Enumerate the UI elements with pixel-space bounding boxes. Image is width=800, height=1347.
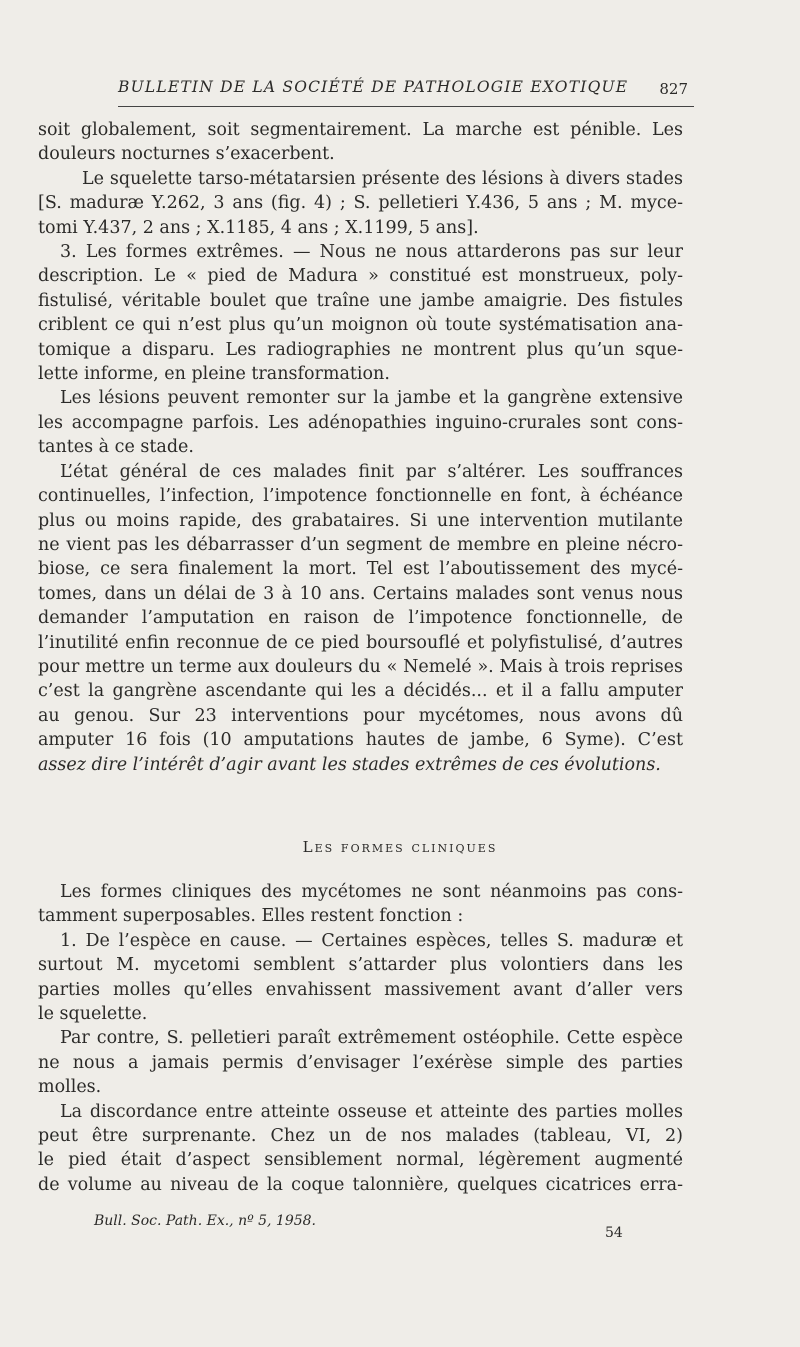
text-line: fistulisé, véritable boulet que traîne une jambe amaigrie. Des fistules (38, 290, 683, 311)
text-line: surtout M. mycetomi semblent s’attarder plus volontiers dans les (38, 955, 683, 976)
page-number: 827 (659, 80, 688, 98)
text-line: 3. Les formes extrêmes. — Nous ne nous attarderons pas sur leur (60, 242, 683, 263)
paragraph-clinical-forms (38, 880, 683, 929)
text-line: ne vient pas les débarrasser d’un segment de membre en pleine nécro- (38, 534, 683, 555)
text-line: biose, ce sera finalement la mort. Tel est l’aboutissement des mycé- (38, 559, 683, 580)
paragraph-species (38, 929, 683, 1027)
text-line: peut être surprenante. Chez un de nos malades (tableau, VI, 2) (38, 1126, 683, 1147)
text-line: [S. maduræ Y.262, 3 ans (fig. 4) ; S. pelletieri Y.436, 5 ans ; M. myce- (38, 193, 683, 214)
text-line: assez dire l’intérêt d’agir avant les stades extrêmes de ces évolutions. (38, 754, 661, 775)
text-line: de volume au niveau de la coque talonnière, quelques cicatrices erra- (38, 1174, 683, 1195)
text-line: c’est la gangrène ascendante qui les a décidés... et il a fallu amputer (38, 681, 683, 702)
text-line: le squelette. (38, 1004, 148, 1025)
text-line: les accompagne parfois. Les adénopathies inguino-crurales sont cons- (38, 412, 683, 433)
text-line: tomes, dans un délai de 3 à 10 ans. Certains malades sont venus nous (38, 583, 683, 604)
text-line: lette informe, en pleine transformation. (38, 364, 390, 385)
sheet-number: 54 (605, 1225, 623, 1241)
text-line: criblent ce qui n’est plus qu’un moignon où toute systématisation ana- (38, 315, 683, 336)
text-line: soit globalement, soit segmentairement. La marche est pénible. Les (38, 120, 683, 140)
paragraph-general-state (38, 460, 683, 777)
text-line: demander l’amputation en raison de l’impotence fonctionnelle, de (38, 608, 683, 629)
text-line: description. Le « pied de Madura » constitué est monstrueux, poly- (38, 266, 683, 287)
text-line: douleurs nocturnes s’exacerbent. (38, 144, 335, 165)
text-line: L’état général de ces malades finit par s’altérer. Les souffrances (60, 461, 683, 482)
text-line: Par contre, S. pelletieri paraît extrêmement ostéophile. Cette espèce (60, 1028, 683, 1049)
paragraph-extreme-forms (38, 240, 683, 386)
bulletin-reference: Bull. Soc. Path. Ex., nº 5, 1958. (94, 1213, 317, 1229)
text-line: La discordance entre atteinte osseuse et atteinte des parties molles (60, 1101, 683, 1122)
body-block-2 (38, 880, 683, 1197)
paragraph-walking (38, 118, 683, 167)
paragraph-skeleton (38, 167, 683, 240)
paragraph-lesions (38, 386, 683, 459)
text-line: molles. (38, 1077, 102, 1098)
text-line: le pied était d’aspect sensiblement normal, légèrement augmenté (38, 1150, 683, 1171)
header-rule (118, 106, 694, 107)
text-line: pour mettre un terme aux douleurs du « Nemelé ». Mais à trois reprises (38, 656, 683, 677)
text-line: ne nous a jamais permis d’envisager l’exérèse simple des parties (38, 1052, 683, 1073)
text-line: tomi Y.437, 2 ans ; X.1185, 4 ans ; X.1199, 5 ans]. (38, 217, 479, 238)
text-line: Le squelette tarso-métatarsien présente des lésions à divers stades (82, 168, 683, 189)
text-line: Les formes cliniques des mycétomes ne sont néanmoins pas cons- (60, 882, 683, 902)
running-header (118, 78, 688, 108)
paragraph-discordance (38, 1100, 683, 1198)
text-line: Les lésions peuvent remonter sur la jambe et la gangrène extensive (60, 388, 683, 409)
section-heading: Les formes cliniques (302, 838, 498, 856)
text-line: continuelles, l’infection, l’impotence fonctionnelle en font, à échéance (38, 486, 683, 507)
body-block-1 (38, 118, 683, 777)
text-line: l’inutilité enfin reconnue de ce pied boursouflé et polyfistulisé, d’autres (38, 632, 683, 653)
paragraph-pelletieri (38, 1026, 683, 1099)
text-line: tantes à ce stade. (38, 437, 194, 458)
text-line: tamment superposables. Elles restent fonction : (38, 906, 464, 927)
text-line: 1. De l’espèce en cause. — Certaines espèces, telles S. maduræ et (60, 930, 683, 951)
text-line: tomique a disparu. Les radiographies ne montrent plus qu’un sque- (38, 339, 683, 360)
text-line: amputer 16 fois (10 amputations hautes de jambe, 6 Syme). C’est (38, 730, 683, 751)
journal-title: BULLETIN DE LA SOCIÉTÉ DE PATHOLOGIE EXOTIQUE (118, 78, 629, 96)
text-line: au genou. Sur 23 interventions pour mycétomes, nous avons dû (38, 705, 683, 726)
text-line: plus ou moins rapide, des grabataires. Si une intervention mutilante (38, 510, 683, 531)
text-line: parties molles qu’elles envahissent massivement avant d’aller vers (38, 979, 683, 1000)
